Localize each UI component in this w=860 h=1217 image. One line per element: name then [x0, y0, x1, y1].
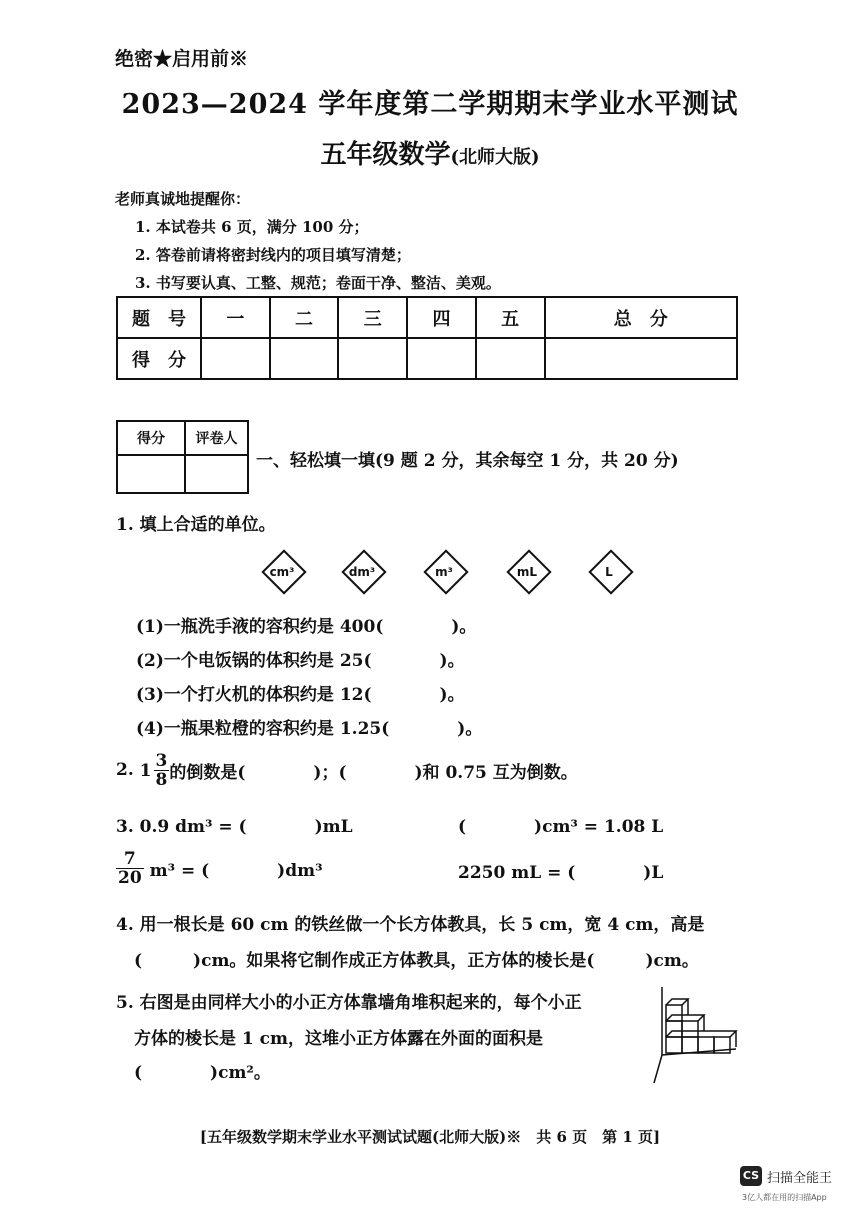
scanner-brand-name: 扫描全能王	[767, 1171, 833, 1186]
row-header-score: 得 分	[117, 338, 201, 379]
cube	[682, 1037, 698, 1053]
grader-score-cell[interactable]	[117, 455, 185, 493]
fraction	[116, 850, 144, 887]
exam-title: 2023—2024 学年度第二学期期末学业水平测试	[121, 89, 739, 120]
confidential-mark: 绝密★启用前※	[115, 48, 249, 70]
scanner-logo-icon: CS	[740, 1166, 762, 1186]
score-cell[interactable]	[407, 338, 476, 379]
grader-name-cell[interactable]	[185, 455, 248, 493]
question-3c	[116, 850, 323, 887]
question-3a: 3. 0.9 dm³ = ( )mL	[116, 817, 353, 837]
floor-corner-line	[654, 1055, 662, 1083]
mixed-number-whole: 1	[139, 760, 152, 781]
rule-item: 2. 答卷前请将密封线内的项目填写清楚；	[135, 246, 411, 264]
question-2	[116, 752, 578, 789]
cube-top-face	[666, 1015, 704, 1021]
score-cell-total[interactable]	[545, 338, 737, 379]
question-1-item: (2)一个电饭锅的体积约是 25( )。	[136, 651, 465, 671]
col-header-total: 总 分	[545, 297, 737, 338]
col-header: 一	[201, 297, 270, 338]
grader-box	[116, 420, 249, 494]
floor-back-line	[662, 1049, 736, 1055]
col-header: 五	[476, 297, 545, 338]
question-3d: 2250 mL = ( )L	[458, 863, 664, 883]
unit-label: L	[605, 565, 613, 579]
question-3c-text: m³ = ( )dm³	[149, 861, 323, 881]
question-2-text: 的倒数是( )；( )和 0.75 互为倒数。	[169, 763, 578, 783]
fraction-denominator: 20	[118, 868, 142, 888]
rule-item: 3. 书写要认真、工整、规范；卷面干净、整洁、美观。	[135, 274, 501, 292]
cube	[666, 1037, 682, 1053]
scanner-slogan: 3亿人都在用的扫描App	[742, 1193, 827, 1202]
score-table	[116, 296, 738, 380]
unit-label: dm³	[348, 565, 376, 579]
edition-label: (北师大版)	[450, 147, 540, 168]
col-header: 二	[270, 297, 339, 338]
fraction-numerator: 7	[116, 850, 144, 869]
unit-label: cm³	[269, 565, 295, 579]
question-3b: ( )cm³ = 1.08 L	[458, 817, 664, 837]
reminder-heading: 老师真诚地提醒你：	[115, 190, 251, 208]
cube	[682, 1021, 698, 1037]
question-1-item: (3)一个打火机的体积约是 12( )。	[136, 685, 465, 705]
question-1-item: (1)一瓶洗手液的容积约是 400( )。	[136, 617, 477, 637]
question-4-line: ( )cm。如果将它制作成正方体教具，正方体的棱长是( )cm。	[134, 951, 699, 971]
question-1: 1. 填上合适的单位。	[116, 515, 276, 535]
score-cell[interactable]	[270, 338, 339, 379]
exam-subtitle	[0, 134, 860, 171]
cube-stack-figure	[650, 985, 740, 1085]
col-header: 四	[407, 297, 476, 338]
rule-item: 1. 本试卷共 6 页，满分 100 分；	[135, 218, 369, 236]
fraction-numerator: 3	[155, 751, 168, 771]
question-5-line: ( )cm²。	[134, 1063, 271, 1083]
col-header: 三	[338, 297, 407, 338]
question-4-line: 4. 用一根长是 60 cm 的铁丝做一个长方体教具，长 5 cm，宽 4 cm，高是	[116, 915, 705, 935]
score-cell[interactable]	[476, 338, 545, 379]
subject-label: 五年级数学	[320, 140, 451, 170]
unit-label: m³	[435, 565, 453, 579]
fraction-denominator: 8	[155, 770, 168, 790]
question-1-item: (4)一瓶果粒橙的容积约是 1.25( )。	[136, 719, 483, 739]
grader-score-label: 得分	[117, 421, 185, 455]
cube-top-face	[666, 999, 688, 1005]
page-footer: [五年级数学期末学业水平测试试题(北师大版)※ 共 6 页 第 1 页]	[199, 1128, 661, 1146]
score-cell[interactable]	[338, 338, 407, 379]
cube-top-face	[666, 1031, 736, 1037]
question-number: 2.	[116, 760, 134, 780]
question-5-line: 5. 右图是由同样大小的小正方体靠墙角堆积起来的，每个小正	[116, 993, 582, 1013]
grader-name-label: 评卷人	[185, 421, 248, 455]
score-cell[interactable]	[201, 338, 270, 379]
unit-label: mL	[516, 565, 538, 579]
fraction	[154, 752, 170, 789]
row-header-question: 题 号	[117, 297, 201, 338]
section-title: 一、轻松填一填(9 题 2 分，其余每空 1 分，共 20 分)	[256, 451, 679, 471]
question-5-line: 方体的棱长是 1 cm，这堆小正方体露在外面的面积是	[134, 1029, 544, 1049]
